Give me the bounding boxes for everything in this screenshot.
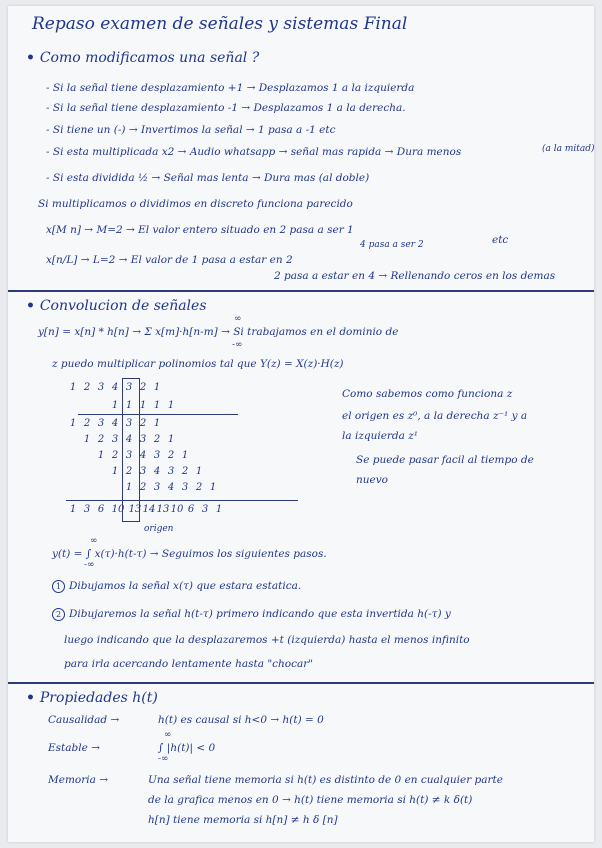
line-discreto: Si multiplicamos o dividimos en discreto funciona parecido [38,198,353,210]
memoria-line-2: de la grafica menos en 0 → h(t) tiene memoria si h(t) ≠ k δ(t) [148,794,473,806]
cell: 3 [153,482,161,493]
cell: 1 [139,400,147,411]
cell: 4 [111,382,119,393]
integral-upper: ∞ [90,536,98,546]
discrete-conv-formula: y[n] = x[n] * h[n] → Σ x[m]·h[n-m] → Si trabajamos en el dominio de [38,326,399,338]
cell: 3 [111,434,119,445]
side-note-3: la izquierda z¹ [342,430,418,442]
cell: 1 [167,400,175,411]
cell: 2 [195,482,203,493]
step-text: Dibujaremos la señal h(t-τ) primero indicando que esta invertida h(-τ) y [69,608,451,620]
table-rule-top [78,414,238,415]
causalidad-label: Causalidad → [48,714,120,726]
cell: 2 [153,434,161,445]
estable-lower: -∞ [158,754,169,764]
cell: 2 [139,482,147,493]
cell: 3 [125,450,133,461]
memoria-line-1: Una señal tiene memoria si h(t) es distinto de 0 en cualquier parte [148,774,503,786]
line-dividir: - Si esta dividida ½ → Señal mas lenta → Dura mas (al doble) [46,172,370,184]
cell: 3 [83,504,91,515]
cell: 2 [139,418,147,429]
side-note-1: Como sabemos como funciona z [342,388,513,400]
cell: 14 [142,504,156,515]
memoria-line-3: h[n] tiene memoria si h[n] ≠ h δ [n] [148,814,338,826]
cell: 3 [153,450,161,461]
side-note-5: nuevo [356,474,388,486]
cell: 1 [125,482,133,493]
cell: 1 [69,418,77,429]
cell: 2 [139,382,147,393]
page-title: Repaso examen de señales y sistemas Final [32,14,408,34]
line-multiplicar: - Si esta multiplicada x2 → Audio whatsapp → señal mas rapida → Dura menos [46,146,462,158]
heading-text: Propiedades h(t) [39,690,158,706]
cell: 1 [153,382,161,393]
cell: 4 [111,418,119,429]
cell: 1 [125,400,133,411]
cell: 1 [215,504,223,515]
cell: 2 [125,466,133,477]
cell: 4 [139,450,147,461]
cell: 2 [83,418,91,429]
note-mitad: (a la mitad) [542,144,595,154]
line-desplaz-pos: - Si la señal tiene desplazamiento +1 → Desplazamos 1 a la izquierda [46,82,415,94]
step-2 [52,608,451,621]
cell: 1 [153,400,161,411]
cell: 1 [167,434,175,445]
estable-label: Estable → [48,742,100,754]
integral-lower: -∞ [84,560,95,570]
result-origin-cell: 10 [111,504,125,515]
cell: 1 [83,434,91,445]
cell: 10 [170,504,184,515]
cell: 1 [69,504,77,515]
side-note-2: el origen es z⁰, a la derecha z⁻¹ y a [342,410,528,422]
origin-label: origen [144,524,174,534]
table-result-row [66,504,226,515]
cell: 3 [181,482,189,493]
step-number: 2 [52,608,65,621]
cell: 6 [187,504,195,515]
table-h-row [108,400,178,411]
continuous-conv-formula: y(t) = ∫ x(τ)·h(t-τ) → Seguimos los siguientes pasos. [52,548,327,560]
cell: 1 [111,466,119,477]
cell: 3 [139,434,147,445]
cell: 3 [97,418,105,429]
estable-upper: ∞ [164,730,172,740]
cell: 1 [181,450,189,461]
cell: 13 [128,504,142,515]
table-row [66,418,164,429]
heading-text: Convolucion de señales [39,298,207,314]
cell: 4 [125,434,133,445]
causalidad-text: h(t) es causal si h<0 → h(t) = 0 [158,714,324,726]
origin-column-box [122,378,140,522]
step-1 [52,580,301,593]
line-xnL-2: 2 pasa a estar en 4 → Rellenando ceros en los demas [274,270,556,282]
step-text: Dibujamos la señal x(τ) que estara estatica. [69,580,302,592]
table-row [94,450,192,461]
cell: 4 [167,482,175,493]
etc-note: etc [492,234,509,246]
cell: 3 [139,466,147,477]
cell: 2 [167,450,175,461]
step-2-cont: luego indicando que la desplazaremos +t (izquierda) hasta el menos infinito [64,634,470,646]
estable-text: ∫ |h(t)| < 0 [158,742,216,754]
cell: 3 [201,504,209,515]
cell: 2 [111,450,119,461]
cell: 3 [125,418,133,429]
section-heading-convolucion: • Convolucion de señales [26,298,207,314]
section-heading-modificar: • Como modificamos una señal ? [26,50,260,66]
step-number: 1 [52,580,65,593]
cell: 1 [69,382,77,393]
sum-upper: ∞ [234,314,242,324]
cell: 6 [97,504,105,515]
side-note-4: Se puede pasar facil al tiempo de [356,454,534,466]
table-x-row [66,382,164,393]
cell: 1 [153,418,161,429]
cell: 1 [209,482,217,493]
cell: 2 [97,434,105,445]
cell: 3 [125,382,133,393]
cell: 13 [156,504,170,515]
line-xMn: x[M n] → M=2 → El valor entero situado en 2 pasa a ser 1 [46,224,354,236]
polinomios-line: z puedo multiplicar polinomios tal que Y(z) = X(z)·H(z) [52,358,344,370]
table-rule-bottom [66,500,298,501]
cell: 1 [111,400,119,411]
cell: 2 [83,382,91,393]
section-divider-1 [8,290,594,292]
cell: 2 [181,466,189,477]
notebook-page [8,6,594,842]
cell: 4 [153,466,161,477]
cell: 3 [97,382,105,393]
cell: 1 [195,466,203,477]
line-xnL: x[n/L] → L=2 → El valor de 1 pasa a estar en 2 [46,254,293,266]
cell: 3 [167,466,175,477]
step-2-cont-2: para irla acercando lentamente hasta "chocar" [64,658,314,670]
heading-text: Como modificamos una señal ? [39,50,260,66]
line-invertir: - Si tiene un (-) → Invertimos la señal → 1 pasa a -1 etc [46,124,336,136]
line-desplaz-neg: - Si la señal tiene desplazamiento -1 → Desplazamos 1 a la derecha. [46,102,406,114]
cell: 1 [97,450,105,461]
memoria-label: Memoria → [48,774,109,786]
line-xMn-2: 4 pasa a ser 2 [360,240,424,250]
sum-lower: -∞ [232,340,243,350]
section-heading-propiedades: • Propiedades h(t) [26,690,158,706]
section-divider-2 [8,682,594,684]
